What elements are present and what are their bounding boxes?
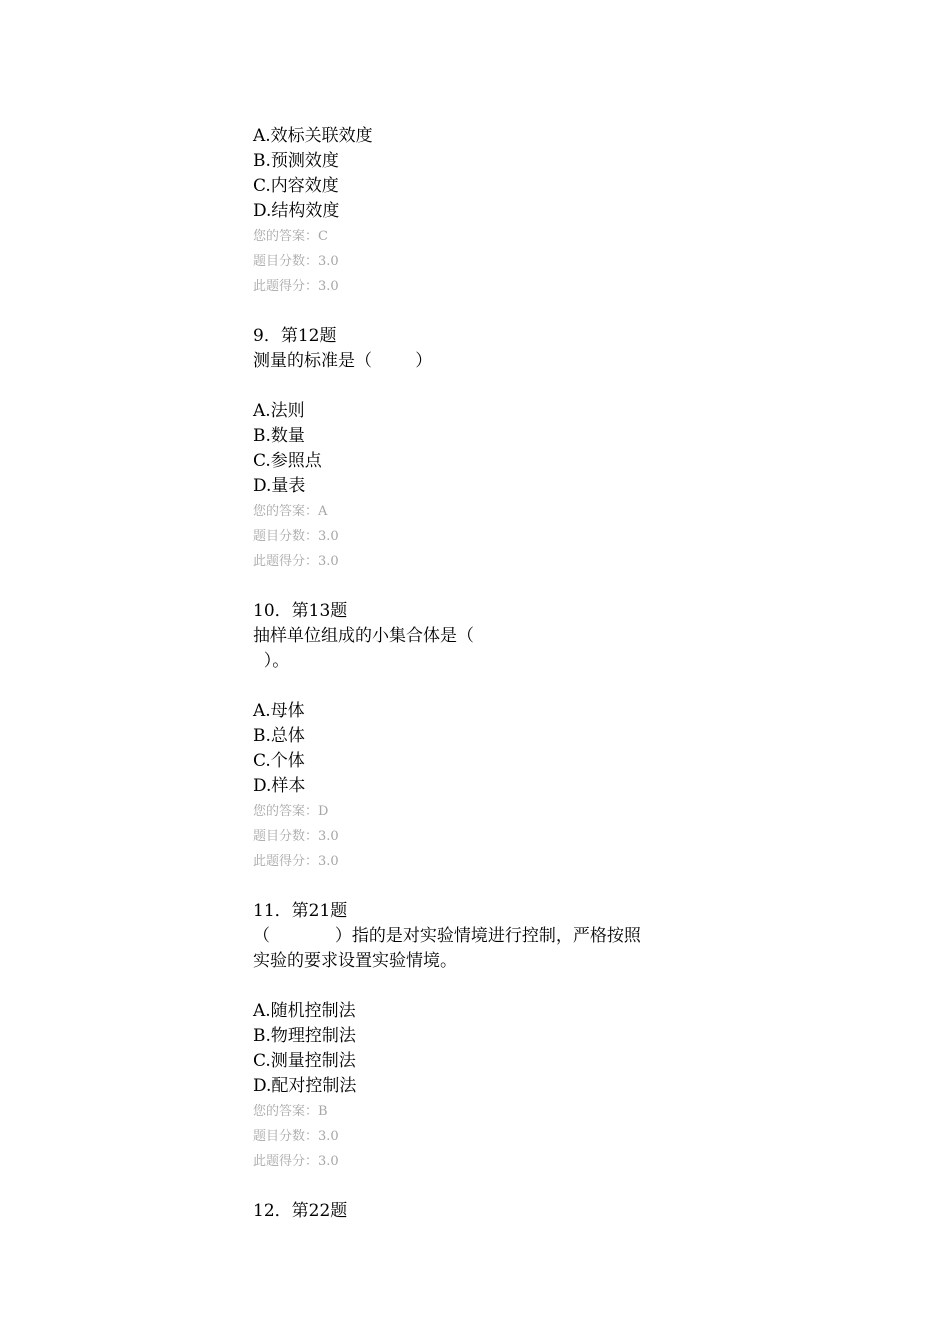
question-points: 题目分数：3.0 xyxy=(253,1129,339,1144)
exam-results-page xyxy=(253,124,713,1224)
question-text-line-2: 实验的要求设置实验情境。 xyxy=(253,951,457,971)
option-a: A.随机控制法 xyxy=(253,1001,356,1021)
option-d: D.配对控制法 xyxy=(253,1076,357,1096)
option-b: B.预测效度 xyxy=(253,151,339,171)
question-block-8 xyxy=(253,124,713,299)
option-a: A.效标关联效度 xyxy=(253,126,373,146)
your-answer: 您的答案：B xyxy=(253,1104,328,1119)
question-block-9 xyxy=(253,324,713,574)
question-score: 此题得分：3.0 xyxy=(253,854,339,869)
question-block-11 xyxy=(253,899,713,1174)
option-a: A.母体 xyxy=(253,701,305,721)
option-c: C.测量控制法 xyxy=(253,1051,356,1071)
spacer xyxy=(253,1174,713,1199)
your-answer: 您的答案：C xyxy=(253,229,328,244)
option-b: B.数量 xyxy=(253,426,305,446)
spacer xyxy=(253,299,713,324)
question-points: 题目分数：3.0 xyxy=(253,529,339,544)
question-score: 此题得分：3.0 xyxy=(253,554,339,569)
question-header: 10．第13题 xyxy=(253,601,348,621)
option-c: C.个体 xyxy=(253,751,305,771)
spacer xyxy=(253,674,713,699)
question-points: 题目分数：3.0 xyxy=(253,254,339,269)
your-answer: 您的答案：D xyxy=(253,804,329,819)
option-d: D.量表 xyxy=(253,476,306,496)
option-d: D.结构效度 xyxy=(253,201,340,221)
question-text: 测量的标准是（ ） xyxy=(253,351,433,371)
option-b: B.总体 xyxy=(253,726,305,746)
question-text-line-2: ）。 xyxy=(253,651,290,671)
option-c: C.参照点 xyxy=(253,451,322,471)
spacer xyxy=(253,374,713,399)
option-d: D.样本 xyxy=(253,776,306,796)
question-header: 9．第12题 xyxy=(253,326,337,346)
spacer xyxy=(253,874,713,899)
question-header: 11．第21题 xyxy=(253,901,348,921)
option-c: C.内容效度 xyxy=(253,176,339,196)
question-text-line-1: （ ）指的是对实验情境进行控制，严格按照 xyxy=(253,926,641,946)
option-a: A.法则 xyxy=(253,401,305,421)
spacer xyxy=(253,974,713,999)
question-text-line-1: 抽样单位组成的小集合体是（ xyxy=(253,626,474,646)
question-score: 此题得分：3.0 xyxy=(253,279,339,294)
question-block-10 xyxy=(253,599,713,874)
your-answer: 您的答案：A xyxy=(253,504,328,519)
question-header: 12．第22题 xyxy=(253,1201,348,1221)
question-block-12 xyxy=(253,1199,713,1224)
spacer xyxy=(253,574,713,599)
question-score: 此题得分：3.0 xyxy=(253,1154,339,1169)
option-b: B.物理控制法 xyxy=(253,1026,356,1046)
question-points: 题目分数：3.0 xyxy=(253,829,339,844)
